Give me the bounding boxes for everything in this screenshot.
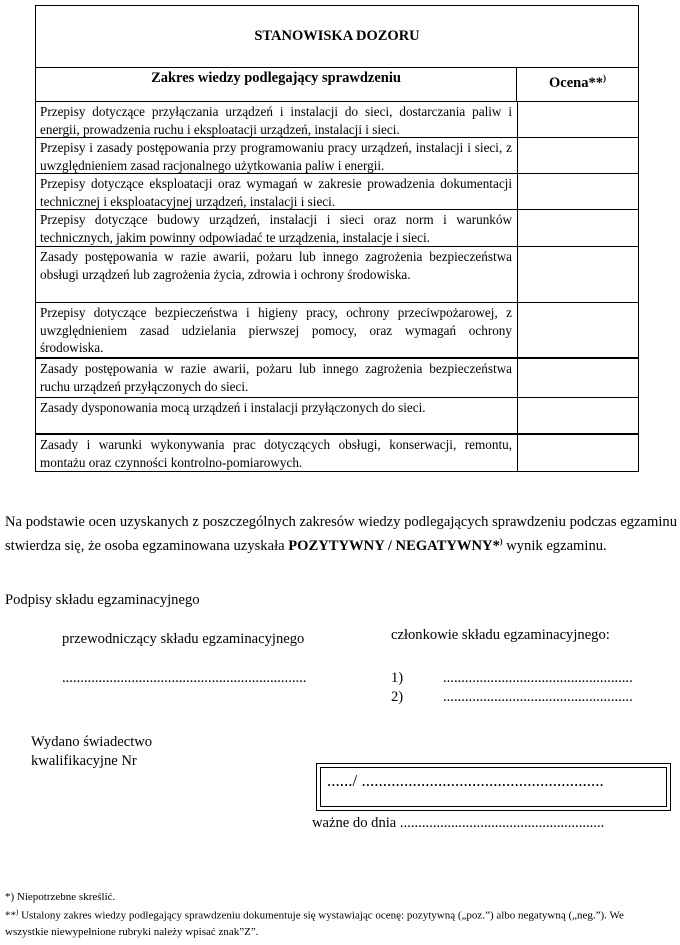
column-header-grade: [517, 67, 638, 102]
members-label: członkowie składu egzaminacyjnego:: [391, 627, 610, 643]
result-verdict[interactable]: POZYTYWNY / NEGATYWNY*: [288, 537, 500, 554]
row-scope-text: Przepisy dotyczące bezpieczeństwa i higieny pracy, ochrony przeciwpożarowej, z uwzględnieniem zasad udzielania pierwszej pomocy, oraz wymagań ochrony środowiska.: [40, 305, 512, 356]
certificate-number-field[interactable]: ....../ .........................................................: [327, 771, 604, 790]
table-row: [36, 102, 638, 138]
table-row: [36, 359, 638, 398]
row-grade-cell[interactable]: [517, 303, 638, 357]
member-2-signature-line[interactable]: ....................................................: [443, 689, 633, 705]
exam-result-statement: [5, 513, 677, 556]
row-grade-cell[interactable]: [517, 435, 638, 471]
table-row: [36, 174, 638, 210]
row-scope-text: Przepisy dotyczące budowy urządzeń, instalacji i sieci oraz norm i warunków technicznych, jakim powinny odpowiadać te urządzenia, instalacje i sieci.: [40, 212, 512, 245]
member-2-number: 2): [391, 689, 404, 705]
footnote-2-text: Ustalony zakres wiedzy podlegający sprawdzeniu dokumentuje się wystawiając ocenę: pozytywną („poz.”) albo negatywną („neg.”). We: [18, 909, 624, 922]
grade-header-sup: ): [602, 73, 606, 83]
row-grade-cell[interactable]: [517, 102, 638, 137]
footnote-2-mark: **: [5, 909, 16, 922]
row-scope-text: Przepisy i zasady postępowania przy programowaniu pracy urządzeń, instalacji i sieci, z uwzględnieniem zasad racjonalnego użytkowania paliw i energii.: [40, 140, 512, 173]
row-scope-text: Przepisy dotyczące eksploatacji oraz wymagań w zakresie prowadzenia dokumentacji technicznej i eksploatacyjnej urządzeń, instalacji i sieci.: [40, 176, 512, 209]
table-title: STANOWISKA DOZORU: [36, 6, 638, 68]
footnote-2-sup: ): [16, 908, 19, 916]
row-grade-cell[interactable]: [517, 174, 638, 209]
footnote-2-line2: wszystkie niewypełnione rubryki należy wpisać znak”Z”.: [5, 926, 259, 938]
table-row: [36, 303, 638, 359]
certificate-valid-until[interactable]: ważne do dnia ........................................................: [312, 815, 605, 831]
member-1-signature-line[interactable]: ....................................................: [443, 670, 633, 686]
footnote-1: *) Niepotrzebne skreślić.: [5, 891, 116, 903]
row-scope-text: Zasady postępowania w razie awarii, pożaru lub innego zagrożenia bezpieczeństwa ruchu urządzeń przyłączonych do sieci.: [40, 361, 512, 394]
row-grade-cell[interactable]: [517, 359, 638, 397]
chair-signature-line[interactable]: ...................................................................: [62, 670, 307, 686]
table-row: [36, 210, 638, 247]
exam-scope-table: [35, 5, 639, 472]
grade-header-text: Ocena**: [549, 74, 603, 91]
table-row: [36, 138, 638, 174]
result-text-before: Na podstawie ocen uzyskanych z poszczególnych zakresów wiedzy podlegających sprawdzeniu podczas egzaminu stwierdza się, że osoba egzaminowana uzyskała: [5, 514, 677, 554]
row-grade-cell[interactable]: [517, 210, 638, 246]
row-scope-text: Zasady dysponowania mocą urządzeń i instalacji przyłączonych do sieci.: [40, 400, 426, 415]
table-row: [36, 435, 638, 471]
chair-label: przewodniczący składu egzaminacyjnego: [62, 631, 305, 647]
table-row: [36, 247, 638, 303]
row-grade-cell[interactable]: [517, 247, 638, 302]
table-row: [36, 398, 638, 435]
certificate-label-line2: kwalifikacyjne Nr: [31, 753, 137, 769]
row-scope-text: Przepisy dotyczące przyłączania urządzeń i instalacji do sieci, dostarczania paliw i energii, prowadzenia ruchu i eksploatacji urządzeń, instalacji i sieci.: [40, 104, 512, 137]
row-grade-cell[interactable]: [517, 138, 638, 173]
certificate-number-box: [316, 763, 671, 811]
member-1-number: 1): [391, 670, 404, 686]
signatures-heading: Podpisy składu egzaminacyjnego: [5, 592, 200, 608]
row-grade-cell[interactable]: [517, 398, 638, 433]
footnote-2-line1: [5, 905, 624, 923]
certificate-label-line1: Wydano świadectwo: [31, 734, 153, 750]
result-text-after: wynik egzaminu.: [502, 537, 607, 554]
row-scope-text: Zasady i warunki wykonywania prac dotyczących obsługi, konserwacji, remontu, montażu oraz czynności kontrolno-pomiarowych.: [40, 437, 512, 470]
column-header-scope: Zakres wiedzy podlegający sprawdzeniu: [36, 67, 517, 102]
row-scope-text: Zasady postępowania w razie awarii, pożaru lub innego zagrożenia bezpieczeństwa obsługi urządzeń lub zagrożenia życia, zdrowia i ochrony środowiska.: [40, 249, 512, 282]
result-verdict-sup: ): [499, 537, 503, 546]
